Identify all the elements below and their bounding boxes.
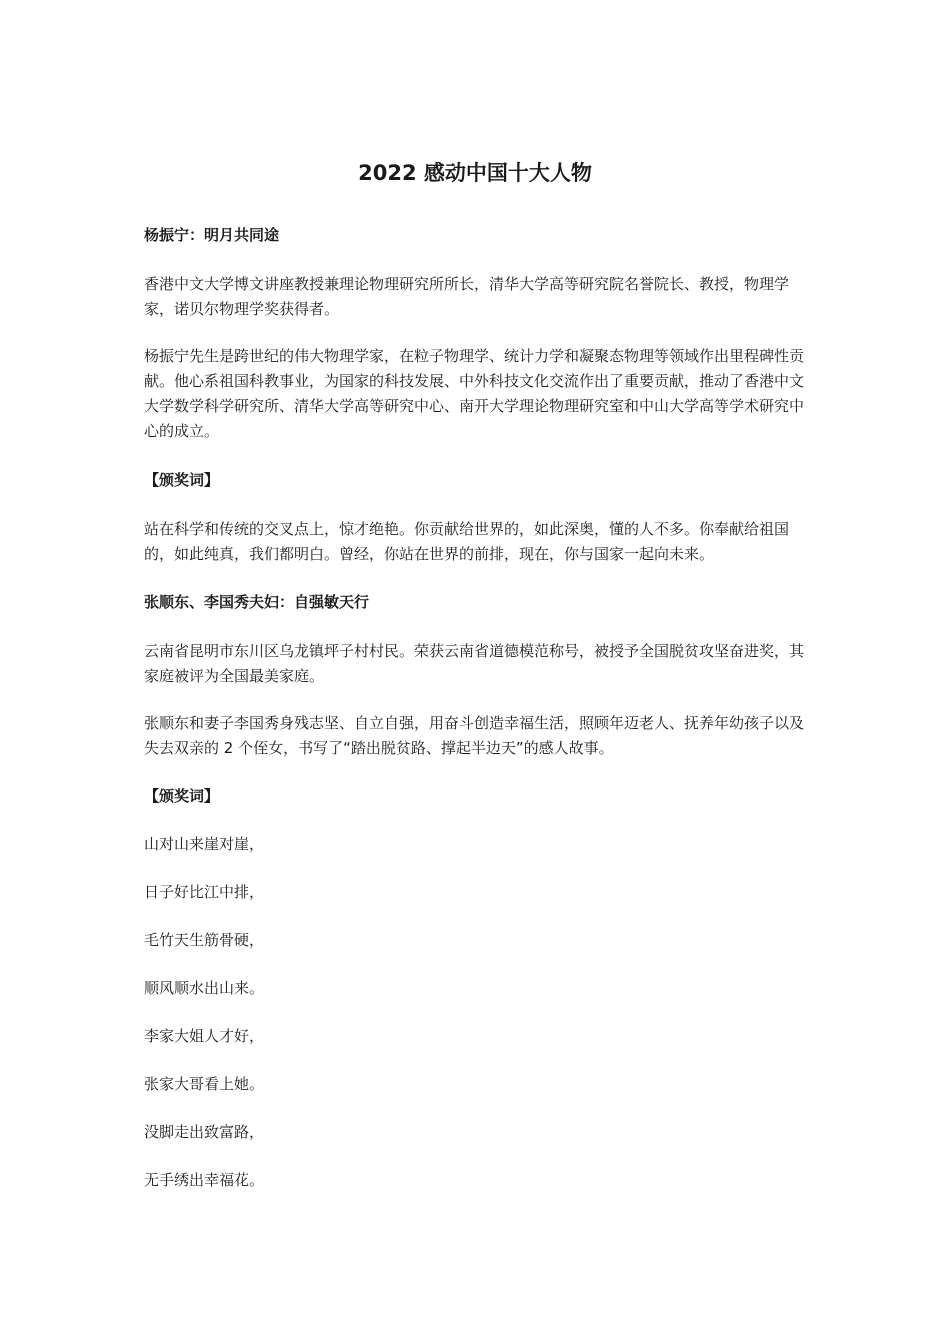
award-verse-line: 张家大哥看上她。: [144, 1075, 265, 1093]
section-heading: 杨振宁：明月共同途: [144, 226, 280, 244]
award-verse-line: 日子好比江中排，: [144, 883, 265, 901]
award-text: 站在科学和传统的交叉点上，惊才绝艳。你贡献给世界的，如此深奥，懂的人不多。你奉献给祖国的，如此纯真，我们都明白。曾经，你站在世界的前排，现在，你与国家一起向未来。: [144, 520, 790, 563]
award-verse-line: 李家大姐人才好，: [144, 1027, 265, 1045]
award-label: 【颁奖词】: [144, 787, 220, 805]
section-heading: 张顺东、李国秀夫妇：自强敏天行: [144, 593, 370, 611]
section-story: 张顺东和妻子李国秀身残志坚、自立自强，用奋斗创造幸福生活，照顾年迈老人、抚养年幼孩子以及失去双亲的 2 个侄女，书写了“踏出脱贫路、撑起半边天”的感人故事。: [144, 714, 805, 757]
document-body: [144, 223, 806, 1216]
award-verse-line: 顺风顺水出山来。: [144, 979, 265, 997]
award-verse-line: 没脚走出致富路，: [144, 1123, 265, 1141]
section-story: 杨振宁先生是跨世纪的伟大物理学家，在粒子物理学、统计力学和凝聚态物理等领域作出里程碑性贡献。他心系祖国科教事业，为国家的科技发展、中外科技文化交流作出了重要贡献，推动了香港中文大学数学科学研究所、清华大学高等研究中心、南开大学理论物理研究室和中山大学高等学术研究中心的成立。: [144, 347, 805, 440]
section-intro: 云南省昆明市东川区乌龙镇坪子村村民。荣获云南省道德模范称号，被授予全国脱贫攻坚奋进奖，其家庭被评为全国最美家庭。: [144, 642, 805, 685]
award-verse-line: 山对山来崖对崖，: [144, 835, 265, 853]
award-verse-line: 无手绣出幸福花。: [144, 1171, 265, 1189]
section-intro: 香港中文大学博文讲座教授兼理论物理研究所所长，清华大学高等研究院名誉院长、教授，物理学家，诺贝尔物理学奖获得者。: [144, 275, 790, 318]
document-title: 2022 感动中国十大人物: [358, 161, 592, 185]
award-verse-line: 毛竹天生筋骨硬，: [144, 931, 265, 949]
award-label: 【颁奖词】: [144, 471, 220, 489]
